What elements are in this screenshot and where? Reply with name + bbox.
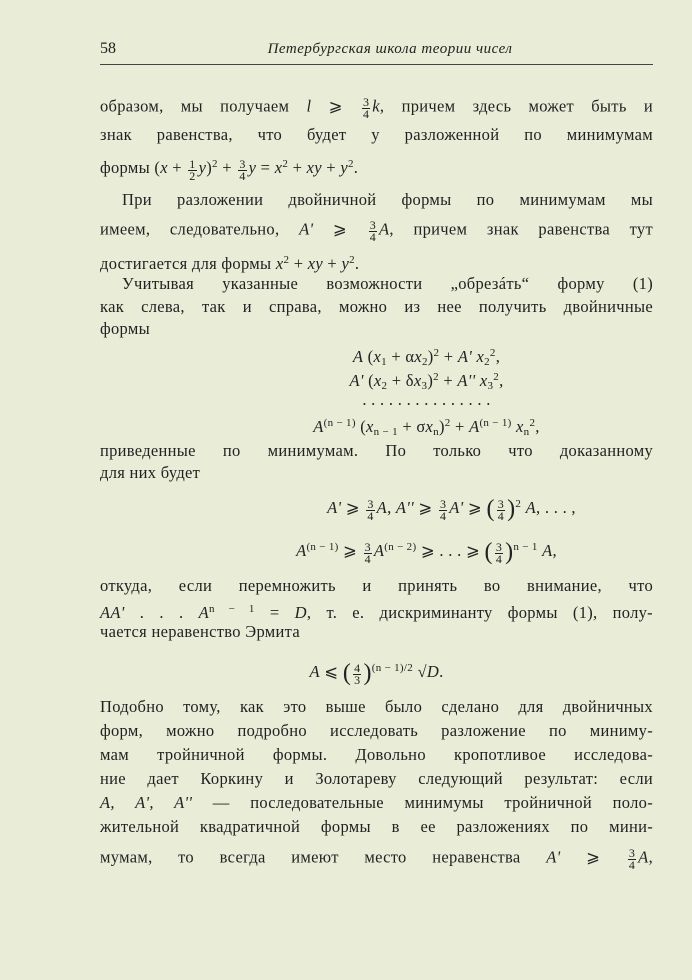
text-run: = — [256, 158, 275, 177]
superscript: 2 — [529, 417, 536, 429]
formula-line — [150, 537, 692, 564]
text-run: откуда, если перемножить и принять во внимание, что — [100, 576, 653, 595]
superscript: n − 1 — [208, 603, 255, 615]
parenthesis: ( — [484, 539, 493, 565]
subscript: 2 — [421, 356, 428, 368]
math-symbol: A'' x — [457, 371, 488, 390]
text-run: ) — [438, 417, 445, 436]
math-symbol: x — [373, 371, 382, 390]
math-symbol: A — [542, 541, 553, 560]
math-symbol: xy — [306, 158, 322, 177]
subscript: 2 — [381, 380, 388, 392]
text-run: Учитывая указанные возможности „обрезáть“ форму (1) — [122, 274, 653, 293]
math-symbol: x — [414, 347, 422, 366]
text-run: ( — [363, 371, 374, 390]
superscript: 2 — [349, 254, 355, 266]
text-run: как слева, так и справа, можно из нее получить двойничные — [100, 297, 653, 316]
superscript: n − 1 — [513, 541, 538, 553]
text-line — [100, 847, 653, 870]
numerator: 3 — [628, 846, 636, 860]
math-symbol: x — [516, 417, 524, 436]
superscript: 2 — [515, 498, 522, 510]
header-rule — [100, 64, 653, 65]
superscript: 2 — [212, 158, 218, 170]
math-symbol: A, A', A'' — [100, 793, 193, 812]
fraction — [238, 156, 246, 183]
fraction — [362, 97, 370, 120]
text-run: ) — [427, 371, 434, 390]
text-run: . — [354, 254, 360, 273]
math-symbol: A' — [327, 498, 342, 517]
superscript: 2 — [433, 371, 439, 383]
text-run: , — [387, 498, 396, 517]
math-symbol: x — [275, 254, 284, 273]
numerator: 3 — [495, 539, 503, 554]
math-symbol: A — [352, 347, 364, 366]
text-line — [100, 96, 653, 119]
math-symbol: A — [469, 417, 480, 436]
text-run: Подобно тому, как это выше было сделано для двойничных — [100, 697, 653, 716]
text-run: ( — [363, 347, 374, 366]
math-symbol: A — [373, 541, 385, 560]
text-line — [100, 721, 653, 741]
superscript: 2 — [347, 158, 354, 170]
denominator: 3 — [354, 672, 361, 687]
text-line — [100, 125, 653, 145]
text-run: образом, мы получаем — [100, 96, 307, 116]
text-run: ) — [206, 158, 213, 177]
math-symbol: A — [638, 847, 649, 867]
math-symbol: A — [313, 417, 324, 436]
superscript: 2 — [489, 347, 496, 359]
text-line — [100, 250, 653, 274]
math-symbol: D — [426, 662, 440, 681]
text-line — [100, 817, 653, 837]
text-line — [100, 463, 653, 483]
math-symbol: A — [376, 498, 388, 517]
math-symbol: A — [296, 541, 307, 560]
text-run: , — [499, 371, 504, 390]
text-run: имеем, следовательно, — [100, 219, 300, 239]
math-symbol: xy — [307, 254, 323, 273]
math-symbol: A'' — [395, 498, 414, 517]
text-run: мам тройничной формы. Довольно кропотливое исследова- — [100, 745, 653, 764]
denominator: 4 — [495, 551, 503, 566]
math-symbol: A — [379, 219, 390, 239]
denominator: 4 — [439, 508, 447, 523]
text-run: жительной квадратичной формы в ее разложениях по мини- — [100, 817, 653, 836]
formula-line — [100, 658, 653, 685]
text-run: При разложении двойничной формы по минимумам мы — [122, 190, 653, 209]
math-symbol: x — [413, 371, 422, 390]
superscript: (n − 1)/2 — [371, 662, 414, 674]
math-symbol: x — [160, 158, 168, 177]
superscript: (n − 1) — [479, 417, 512, 429]
text-line — [100, 576, 653, 596]
denominator: 4 — [362, 107, 370, 121]
text-run: , . . . , — [536, 498, 576, 517]
denominator: 4 — [367, 508, 374, 523]
fraction — [353, 660, 361, 687]
fraction — [366, 496, 374, 523]
math-symbol: AA' — [100, 603, 125, 622]
text-run: формы — [100, 319, 150, 338]
text-run: . . . . . . . . . . . . . . . — [362, 390, 491, 409]
math-symbol: y — [248, 158, 257, 177]
text-run: чается неравенство Эрмита — [100, 622, 300, 641]
text-run: , — [648, 847, 653, 867]
text-run: + — [322, 254, 342, 273]
parenthesis: ) — [507, 496, 516, 522]
numerator: 3 — [497, 496, 505, 511]
subscript: n − 1 — [373, 426, 398, 438]
text-run: ⩾ — [338, 541, 362, 560]
text-run: ⩾ . . . ⩾ — [416, 541, 485, 560]
superscript: (n − 1) — [306, 541, 339, 553]
text-line — [100, 319, 653, 339]
math-symbol: l — [306, 96, 312, 116]
text-run: + — [450, 417, 470, 436]
math-symbol: x — [373, 347, 382, 366]
text-run: + α — [386, 347, 415, 366]
denominator: 2 — [189, 168, 196, 183]
formula-line — [100, 154, 653, 181]
superscript: 2 — [283, 254, 290, 266]
denominator: 4 — [628, 858, 636, 872]
text-line — [100, 297, 653, 317]
math-symbol: A' — [299, 219, 314, 239]
math-symbol: x — [366, 417, 374, 436]
math-symbol: y — [341, 254, 350, 273]
superscript: 2 — [433, 347, 440, 359]
text-run: . — [353, 158, 359, 177]
math-symbol: k — [372, 96, 380, 116]
math-symbol: A — [198, 603, 209, 622]
text-run: , причем знак равенства тут — [389, 219, 653, 239]
text-run: , — [535, 417, 540, 436]
formula-line — [150, 413, 692, 442]
text-run: достигается для формы — [100, 254, 276, 273]
text-run: ⩾ — [463, 498, 487, 517]
text-run: + — [438, 371, 458, 390]
numerator: 3 — [364, 539, 371, 554]
math-symbol: A — [309, 662, 320, 681]
numerator: 1 — [189, 156, 196, 171]
text-run: форм, можно подробно исследовать разложение по миниму- — [100, 721, 653, 740]
text-run: ) — [427, 347, 434, 366]
text-run: + — [289, 254, 308, 273]
superscript: (n − 1) — [323, 417, 356, 429]
math-symbol: y — [340, 158, 348, 177]
subscript: 3 — [421, 380, 428, 392]
text-run: формы ( — [100, 158, 161, 177]
math-symbol: A' — [349, 371, 364, 390]
text-run: + — [288, 158, 307, 177]
parenthesis: ( — [486, 496, 495, 522]
math-symbol: x — [425, 417, 434, 436]
fraction — [628, 848, 636, 871]
numerator: 3 — [439, 496, 447, 511]
text-run: . — [439, 662, 444, 681]
text-run: ( — [355, 417, 367, 436]
math-symbol: A — [525, 498, 537, 517]
text-run: ⩾ — [413, 498, 437, 517]
math-symbol: x — [274, 158, 283, 177]
fraction — [369, 220, 377, 243]
numerator: 3 — [367, 496, 374, 511]
text-run: ⩾ — [560, 847, 626, 867]
math-symbol: A' — [546, 847, 561, 867]
text-run: ние дает Коркину и Золотареву следующий результат: если — [100, 769, 653, 788]
text-line — [100, 599, 653, 623]
fraction — [497, 496, 505, 523]
text-run: , причем здесь может быть и — [379, 96, 654, 116]
text-line — [100, 793, 653, 813]
subscript: 1 — [381, 356, 387, 368]
text-run: знак равенства, что будет у разложенной по минимумам — [100, 125, 653, 144]
math-symbol: A' — [449, 498, 464, 517]
text-run: + δ — [387, 371, 414, 390]
page-number: 58 — [100, 40, 116, 57]
subscript: n — [523, 426, 530, 438]
subscript: 3 — [487, 380, 494, 392]
text-run: + — [439, 347, 458, 366]
parenthesis: ) — [363, 660, 372, 686]
fraction — [364, 539, 372, 566]
text-run: ⩾ — [341, 498, 365, 517]
text-run: + — [167, 158, 187, 177]
text-run: = — [254, 603, 295, 622]
formula-line — [175, 494, 692, 521]
text-line — [100, 441, 653, 461]
parenthesis: ( — [342, 660, 352, 686]
fraction — [495, 539, 503, 566]
text-line — [100, 745, 653, 765]
superscript: 2 — [444, 417, 451, 429]
text-run: приведенные по минимумам. По только что доказанному — [100, 441, 653, 460]
text-line — [100, 697, 653, 717]
text-line — [100, 622, 653, 642]
math-symbol: A' x — [457, 347, 485, 366]
numerator: 3 — [369, 218, 377, 232]
text-run: , т. е. дискриминанту формы (1), полу- — [306, 603, 653, 622]
superscript: 2 — [282, 158, 289, 170]
math-symbol: y — [198, 158, 207, 177]
text-run: + — [217, 158, 237, 177]
text-run: мумам, то всегда имеют место неравенства — [100, 847, 547, 867]
text-line — [100, 274, 653, 294]
superscript: (n − 2) — [384, 541, 417, 553]
superscript: 2 — [493, 371, 500, 383]
math-symbol: D — [294, 603, 307, 622]
text-run: ⩽ — [319, 662, 343, 681]
ellipsis-line — [150, 390, 692, 410]
denominator: 4 — [364, 551, 371, 566]
fraction — [439, 496, 447, 523]
text-run: . . . — [124, 603, 199, 622]
fraction — [188, 156, 196, 183]
text-run: + — [321, 158, 341, 177]
text-run: √ — [413, 662, 427, 681]
numerator: 4 — [354, 660, 361, 675]
text-run: + σ — [397, 417, 426, 436]
numerator: 3 — [362, 95, 370, 109]
subscript: 2 — [484, 356, 490, 368]
denominator: 4 — [497, 508, 505, 523]
text-run: для них будет — [100, 463, 201, 482]
parenthesis: ) — [505, 539, 514, 565]
denominator: 4 — [239, 168, 246, 183]
running-title: Петербургская школа теории чисел — [267, 41, 513, 57]
text-run: , — [552, 541, 557, 560]
numerator: 3 — [239, 156, 246, 171]
text-run: , — [495, 347, 501, 366]
text-run: ⩾ — [311, 96, 360, 116]
text-run: — последовательные минимумы тройничной поло- — [192, 793, 654, 812]
text-run: ⩾ — [313, 219, 367, 239]
text-line — [100, 190, 653, 210]
text-line — [100, 769, 653, 789]
subscript: n — [433, 426, 439, 438]
text-line — [100, 219, 653, 242]
denominator: 4 — [369, 230, 377, 244]
